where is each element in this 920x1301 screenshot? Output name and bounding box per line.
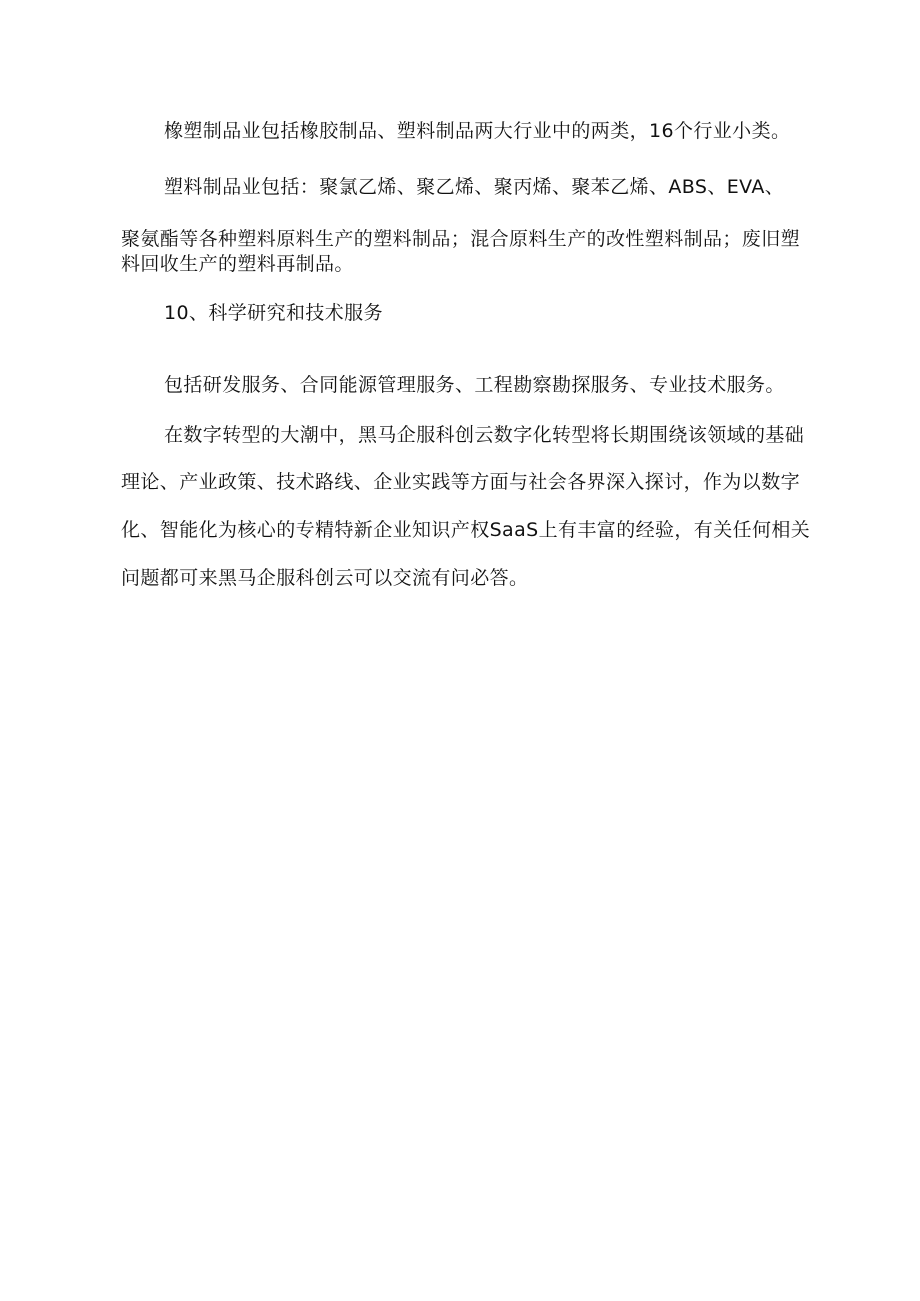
paragraph-conclusion-line-1: 在数字转型的大潮中，黑马企服科创云数字化转型将长期围绕该领域的基础 [164,424,805,446]
paragraph-conclusion-line-2: 理论、产业政策、技术路线、企业实践等方面与社会各界深入探讨，作为以数字 [121,471,801,493]
paragraph-tech-services-line-1: 包括研发服务、合同能源管理服务、工程勘察勘探服务、专业技术服务。 [164,374,785,396]
paragraph-plastics-line-1: 塑料制品业包括：聚氯乙烯、聚乙烯、聚丙烯、聚苯乙烯、ABS、EVA、 [164,176,785,198]
paragraph-rubber-plastics-line-1: 橡塑制品业包括橡胶制品、塑料制品两大行业中的两类，16个行业小类。 [164,120,791,142]
paragraph-conclusion-line-4: 问题都可来黑马企服科创云可以交流有问必答。 [121,567,529,589]
paragraph-conclusion-line-3: 化、智能化为核心的专精特新企业知识产权SaaS上有丰富的经验，有关任何相关 [121,519,811,541]
paragraph-plastics-line-3: 料回收生产的塑料再制品。 [121,253,354,275]
section-heading-10: 10、科学研究和技术服务 [164,302,383,324]
paragraph-plastics-line-2: 聚氨酯等各种塑料原料生产的塑料制品；混合原料生产的改性塑料制品；废旧塑 [121,228,801,250]
